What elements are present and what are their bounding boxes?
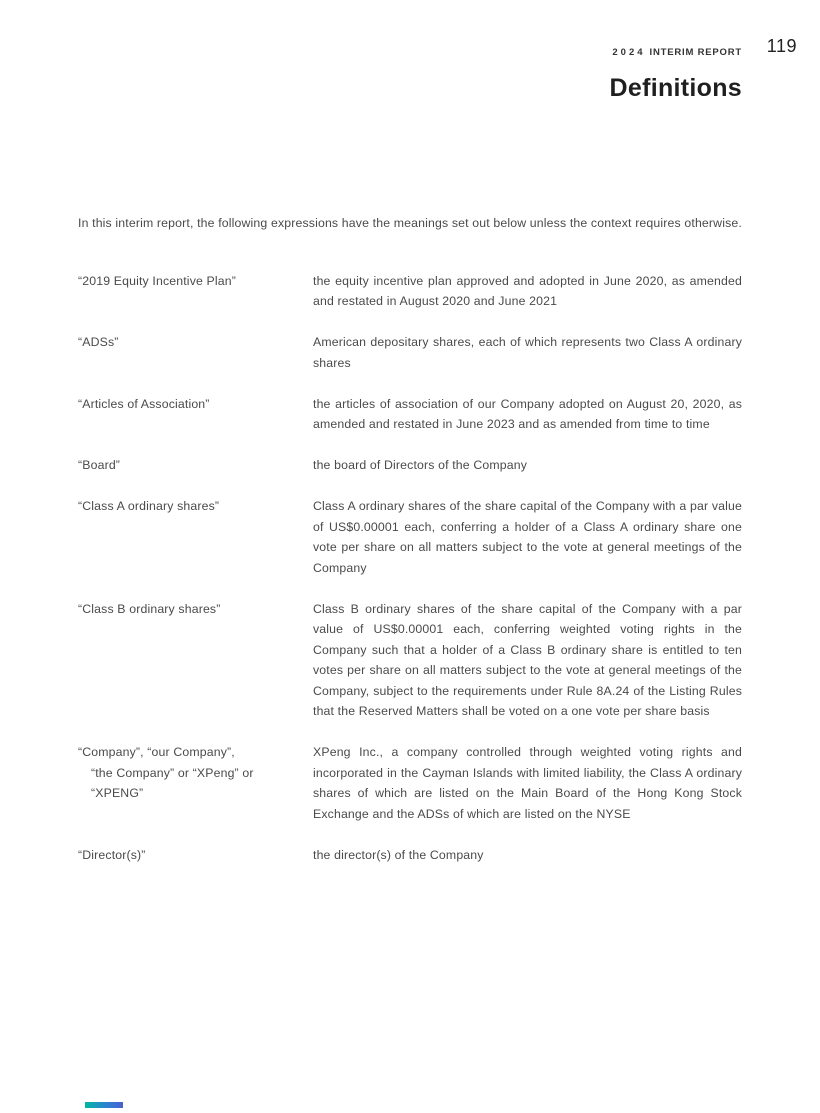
intro-paragraph: In this interim report, the following expressions have the meanings set out below unless the context requires otherwise. <box>78 216 742 230</box>
definition-text: the equity incentive plan approved and adopted in June 2020, as amended and restated in August 2020 and June 2021 <box>313 273 742 308</box>
definition-term <box>78 455 313 476</box>
definition-term <box>78 845 313 866</box>
definition-term <box>78 496 313 517</box>
definition-text: the director(s) of the Company <box>313 847 484 862</box>
term-text: “Company”, “our Company”, <box>78 745 235 759</box>
definition-term <box>78 271 313 292</box>
definition-entry <box>78 271 742 312</box>
definition-term <box>78 332 313 353</box>
definition-entry <box>78 332 742 373</box>
term-text: “Class A ordinary shares” <box>78 499 220 513</box>
page-number: 119 <box>766 36 797 56</box>
definition-text: American depositary shares, each of which represents two Class A ordinary shares <box>313 335 742 370</box>
definition-term <box>78 742 313 804</box>
page-title: Definitions <box>609 74 742 102</box>
term-text: “Director(s)” <box>78 847 146 862</box>
term-text: “2019 Equity Incentive Plan” <box>78 273 237 288</box>
definition-entry <box>78 742 742 824</box>
term-text: “Class B ordinary shares” <box>78 601 221 616</box>
definition-entry <box>78 496 742 578</box>
definition-entry <box>78 845 742 866</box>
definition-text: Class B ordinary shares of the share capital of the Company with a par value of US$0.00001 each, conferring weighted voting rights in the Company such that a holder of a Class B ordinary share is entitled to ten votes per share on all matters subject to the vote at general meetings of the Company, subject to the requirements under Rule 8A.24 of the Listing Rules that the Reserved Matters shall be voted on a one vote per share basis <box>313 601 742 718</box>
definition-entry <box>78 394 742 435</box>
term-text: “Articles of Association” <box>78 396 210 411</box>
report-name: INTERIM REPORT <box>649 47 742 58</box>
term-text: “ADSs” <box>78 335 119 349</box>
report-header-label <box>612 47 742 58</box>
footer-gradient-bar <box>85 1102 123 1108</box>
definitions-content <box>78 213 742 886</box>
definition-text: the board of Directors of the Company <box>313 458 528 472</box>
definition-text: Class A ordinary shares of the share capital of the Company with a par value of US$0.00001 each, conferring a holder of a Class A ordinary share one vote per share on all matters subject to the vote at general meetings of the Company <box>313 499 742 575</box>
definition-text: XPeng Inc., a company controlled through weighted voting rights and incorporated in the Cayman Islands with limited liability, the Class A ordinary shares of which are listed on the Main Board of the Hong Kong Stock Exchange and the ADSs of which are listed on the NYSE <box>313 745 742 821</box>
definition-entry <box>78 599 742 722</box>
definition-term <box>78 599 313 620</box>
definition-term <box>78 394 313 415</box>
definition-entry <box>78 455 742 476</box>
term-text: “Board” <box>78 458 121 472</box>
report-year: 2024 <box>612 47 646 58</box>
definition-text: the articles of association of our Company adopted on August 20, 2020, as amended and restated in June 2023 and as amended from time to time <box>313 396 742 431</box>
term-text-line2: “the Company” or “XPeng” or “XPENG” <box>91 765 254 800</box>
